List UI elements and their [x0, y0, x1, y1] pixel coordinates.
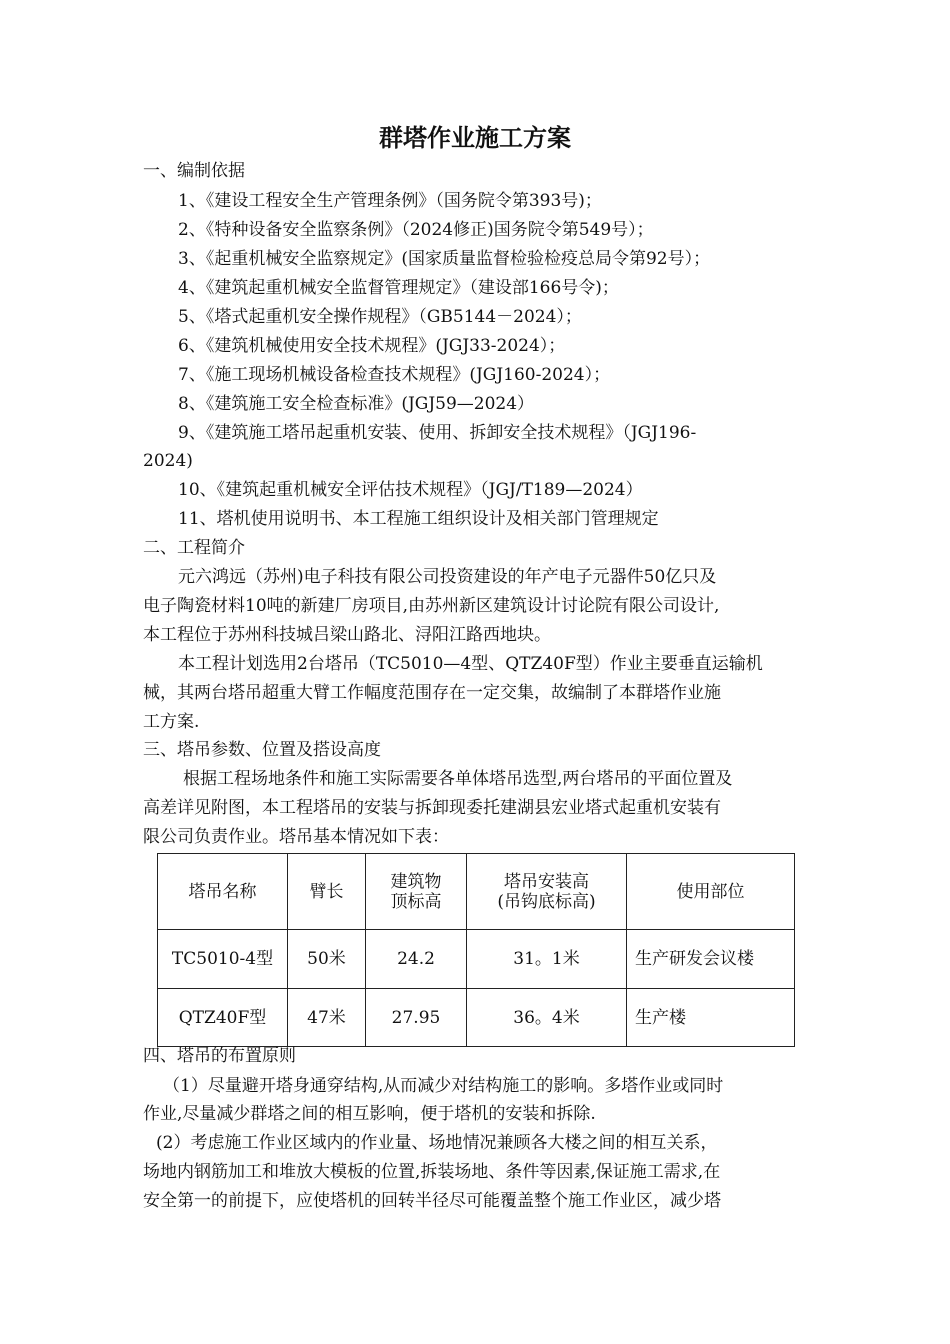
basis-item-5: 5、《塔式起重机安全操作规程》（GB5144－2024）； — [178, 307, 582, 327]
principle-1-line-2: 作业,尽量减少群塔之间的相互影响，便于塔机的安装和拆除. — [143, 1104, 596, 1124]
overview-paragraph-1-line-1: 元六鸿远（苏州)电子科技有限公司投资建设的年产电子元器件50亿只及 — [178, 567, 717, 587]
cell-usage-area: 生产研发会议楼 — [627, 930, 795, 989]
section-heading-basis: 一、编制依据 — [143, 161, 245, 181]
basis-item-8: 8、《建筑施工安全检查标准》(JGJ59—2024） — [178, 394, 535, 414]
basis-item-10: 10、《建筑起重机械安全评估技术规程》（JGJ/T189—2024） — [178, 480, 643, 500]
table-row — [158, 989, 795, 1047]
basis-item-6: 6、《建筑机械使用安全技术规程》(JGJ33-2024）； — [178, 336, 566, 356]
basis-item-4: 4、《建筑起重机械安全监督管理规定》（建设部166号令)； — [178, 278, 619, 298]
cell-usage-area: 生产楼 — [627, 989, 795, 1047]
crane-info-table — [157, 853, 795, 1047]
section-heading-overview: 二、工程简介 — [143, 538, 245, 558]
basis-item-11: 11、塔机使用说明书、本工程施工组织设计及相关部门管理规定 — [178, 509, 659, 529]
basis-item-9: 9、《建筑施工塔吊起重机安装、使用、拆卸安全技术规程》（JGJ196- — [178, 423, 697, 443]
overview-paragraph-1-line-2: 电子陶瓷材料10吨的新建厂房项目,由苏州新区建筑设计讨论院有限公司设计, — [143, 596, 720, 616]
crane-params-paragraph-line-2: 高差详见附图，本工程塔吊的安装与拆卸现委托建湖县宏业塔式起重机安装有 — [143, 798, 721, 818]
crane-params-paragraph-line-3: 限公司负责作业。塔吊基本情况如下表： — [143, 827, 449, 847]
header-arm-length: 臂长 — [288, 854, 366, 930]
header-building-top-elevation — [366, 854, 467, 930]
overview-paragraph-1-line-3: 本工程位于苏州科技城吕梁山路北、浔阳江路西地块。 — [143, 625, 551, 645]
cell-arm-length: 50米 — [288, 930, 366, 989]
overview-paragraph-2-line-1: 本工程计划选用2台塔吊（TC5010—4型、QTZ40F型）作业主要垂直运输机 — [178, 654, 763, 674]
cell-building-top: 24.2 — [366, 930, 467, 989]
page-title: 群塔作业施工方案 — [379, 123, 571, 152]
cell-arm-length: 47米 — [288, 989, 366, 1047]
crane-params-paragraph-line-1: 根据工程场地条件和施工实际需要各单体塔吊选型,两台塔吊的平面位置及 — [183, 769, 733, 789]
cell-install-height: 36。4米 — [467, 989, 627, 1047]
header-install-height — [467, 854, 627, 930]
basis-item-9-continued: 2024) — [143, 451, 193, 471]
header-install-height-line-1: 塔吊安装高 — [504, 871, 589, 892]
principle-1-line-1: （1）尽量避开塔身通穿结构,从而减少对结构施工的影响。多塔作业或同时 — [163, 1076, 724, 1096]
principle-2-line-3: 安全第一的前提下，应使塔机的回转半径尽可能覆盖整个施工作业区，减少塔 — [143, 1191, 721, 1211]
basis-item-2: 2、《特种设备安全监察条例》（2024修正)国务院令第549号）； — [178, 220, 654, 240]
cell-crane-name: TC5010-4型 — [158, 930, 288, 989]
cell-building-top: 27.95 — [366, 989, 467, 1047]
header-building-top-line-2: 顶标高 — [390, 891, 442, 912]
basis-item-7: 7、《施工现场机械设备检查技术规程》(JGJ160-2024）； — [178, 365, 611, 385]
cell-crane-name: QTZ40F型 — [158, 989, 288, 1047]
table-row — [158, 930, 795, 989]
header-building-top-line-1: 建筑物 — [390, 871, 442, 892]
basis-item-3: 3、《起重机械安全监察规定》(国家质量监督检验检疫总局令第92号）； — [178, 249, 711, 269]
principle-2-line-2: 场地内钢筋加工和堆放大模板的位置,拆装场地、条件等因素,保证施工需求,在 — [143, 1162, 721, 1182]
overview-paragraph-2-line-2: 械，其两台塔吊超重大臂工作幅度范围存在一定交集，故编制了本群塔作业施 — [143, 683, 721, 703]
section-heading-layout-principles: 四、塔吊的布置原则 — [143, 1046, 296, 1066]
basis-item-1: 1、《建设工程安全生产管理条例》（国务院令第393号)； — [178, 191, 602, 211]
header-usage-area: 使用部位 — [627, 854, 795, 930]
section-heading-crane-params: 三、塔吊参数、位置及搭设高度 — [143, 740, 381, 760]
table-header-row — [158, 854, 795, 930]
header-install-height-line-2: (吊钩底标高) — [497, 891, 596, 912]
header-crane-name: 塔吊名称 — [158, 854, 288, 930]
principle-2-line-1: (2）考虑施工作业区域内的作业量、场地情况兼顾各大楼之间的相互关系， — [156, 1133, 718, 1153]
overview-paragraph-2-line-3: 工方案. — [143, 712, 200, 732]
cell-install-height: 31。1米 — [467, 930, 627, 989]
